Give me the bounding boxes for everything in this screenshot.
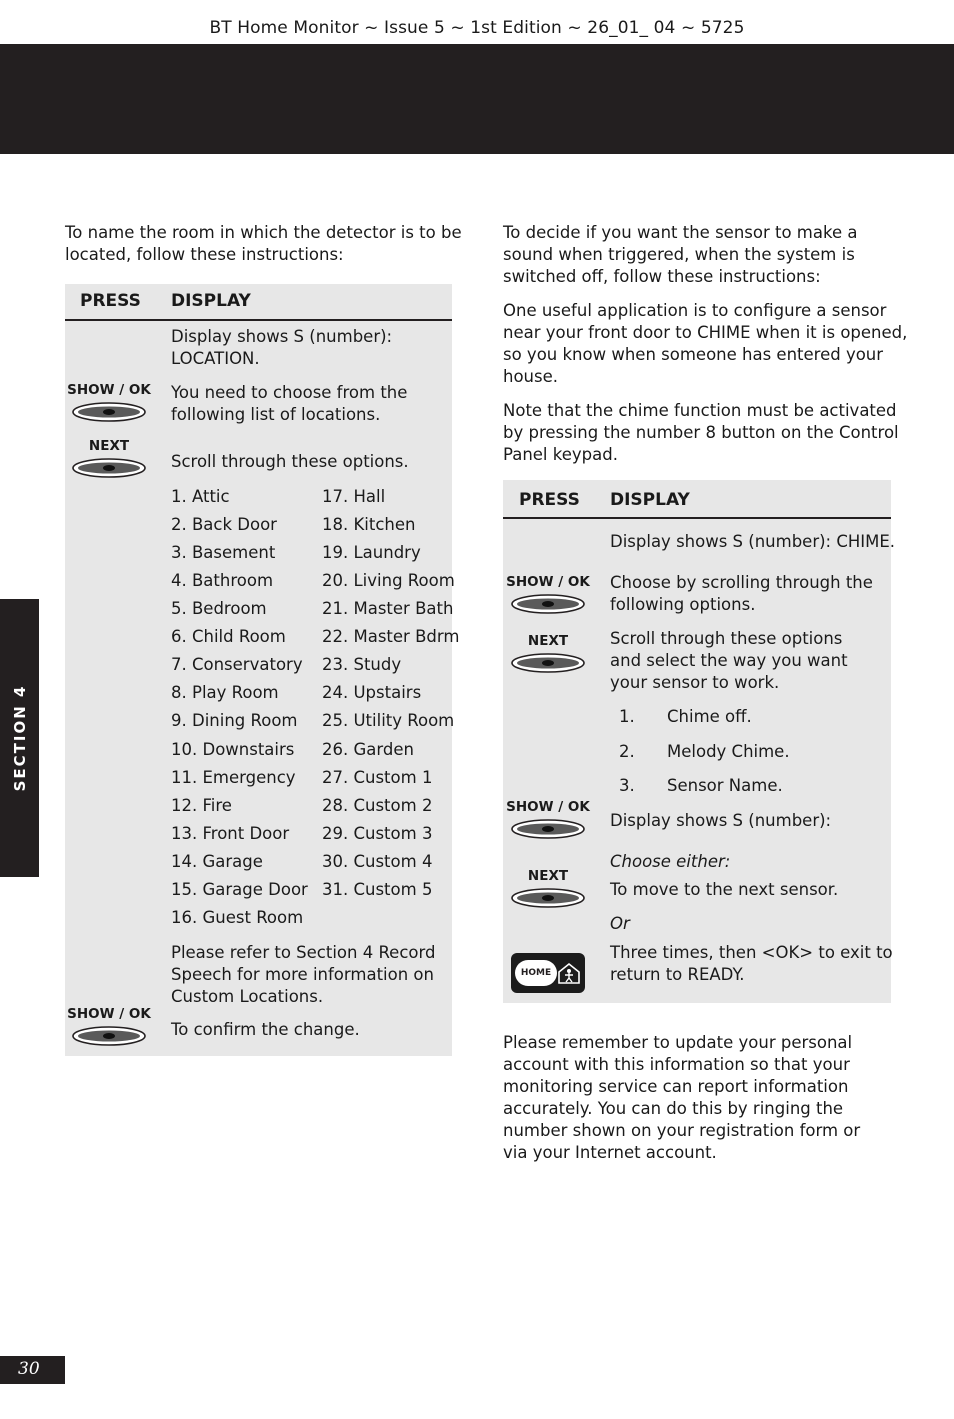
list-item: 20. Living Room (322, 571, 455, 590)
list-item: 26. Garden (322, 739, 414, 759)
left-intro (65, 222, 462, 266)
paragraph-line: accurately. You can do this by ringing the (503, 1099, 844, 1118)
list-item: 5. Bedroom (171, 599, 267, 618)
house-person-icon (557, 961, 581, 985)
right-row3-display (610, 628, 848, 694)
option-text: Chime off. (667, 707, 752, 726)
section-tab (0, 599, 39, 877)
list-item: 15. Garage Door (171, 879, 308, 899)
choose-either: Choose either: (610, 852, 731, 871)
list-item: 7. Conservatory (171, 655, 303, 674)
list-item: 2. Back Door (171, 515, 277, 534)
show-ok-label: SHOW / OK (67, 1006, 151, 1022)
right-header-rule (503, 517, 891, 519)
show-ok-label: SHOW / OK (506, 799, 590, 815)
display-line: following options. (610, 595, 756, 614)
left-intro-line: To name the room in which the detector is to be (65, 223, 462, 242)
left-col-display-header: DISPLAY (171, 291, 251, 311)
paragraph-line: via your Internet account. (503, 1143, 717, 1162)
left-row1-display (171, 326, 392, 370)
display-line: Please refer to Section 4 Record (171, 943, 436, 962)
right-col-display-header: DISPLAY (610, 490, 690, 510)
right-paragraph-2 (503, 300, 907, 388)
show-ok-button[interactable] (72, 402, 146, 422)
list-item: 10. Downstairs (171, 739, 295, 759)
display-line: LOCATION. (171, 349, 260, 368)
display-line: Scroll through these options (610, 629, 843, 648)
left-col-press-header: PRESS (80, 291, 141, 311)
right-paragraph-3 (503, 400, 899, 466)
display-line: following list of locations. (171, 405, 381, 424)
paragraph-line: number shown on your registration form or (503, 1121, 861, 1140)
display-line: Custom Locations. (171, 987, 324, 1006)
page-number: 30 (18, 1359, 40, 1379)
option-number: 2. (619, 742, 635, 761)
option-number: 1. (619, 707, 635, 726)
show-ok-button[interactable] (511, 819, 585, 839)
list-item: 31. Custom 5 (322, 879, 433, 899)
header-band (0, 44, 954, 154)
list-item: 29. Custom 3 (322, 823, 433, 843)
section-tab-label: SECTION 4 (10, 684, 29, 792)
display-line: Choose by scrolling through the (610, 573, 873, 592)
paragraph-line: account with this information so that your (503, 1055, 850, 1074)
option-text: Sensor Name. (667, 776, 783, 795)
right-row1-display: Display shows S (number): CHIME. (610, 532, 896, 551)
right-footer-paragraph (503, 1032, 860, 1164)
list-item: 21. Master Bath (322, 599, 454, 618)
paragraph-line: so you know when someone has entered your (503, 345, 884, 364)
list-item: 9. Dining Room (171, 711, 298, 730)
list-item: 14. Garage (171, 851, 263, 871)
paragraph-line: Note that the chime function must be activated (503, 401, 897, 420)
list-item: 12. Fire (171, 795, 232, 815)
display-line: Speech for more information on (171, 965, 434, 984)
display-line: You need to choose from the (171, 383, 408, 402)
paragraph-line: Panel keypad. (503, 445, 618, 464)
right-row2-display (610, 572, 873, 616)
show-ok-label: SHOW / OK (67, 382, 151, 398)
show-ok-button[interactable] (72, 1026, 146, 1046)
list-item: 30. Custom 4 (322, 851, 433, 871)
list-item: 25. Utility Room (322, 711, 455, 730)
display-line: and select the way you want (610, 651, 848, 670)
next-label: NEXT (527, 633, 569, 649)
home-button[interactable] (511, 953, 585, 993)
left-row4-display: To confirm the change. (171, 1020, 360, 1039)
left-intro-line: located, follow these instructions: (65, 245, 344, 264)
display-line: your sensor to work. (610, 673, 780, 692)
list-item: 13. Front Door (171, 823, 290, 843)
option-number: 3. (619, 776, 635, 795)
paragraph-line: monitoring service can report information (503, 1077, 849, 1096)
paragraph-line: Please remember to update your personal (503, 1033, 853, 1052)
list-item: 3. Basement (171, 543, 276, 562)
list-item: 19. Laundry (322, 543, 421, 562)
next-label: NEXT (88, 438, 130, 454)
display-line: Three times, then <OK> to exit to (610, 943, 893, 962)
paragraph-line: near your front door to CHIME when it is opened, (503, 323, 908, 342)
option-text: Melody Chime. (667, 742, 790, 761)
left-header-rule (65, 319, 452, 321)
list-item: 1. Attic (171, 487, 230, 506)
paragraph-line: house. (503, 367, 559, 386)
right-row6-display (610, 942, 893, 986)
right-row4-display: Display shows S (number): (610, 811, 832, 830)
display-line: Display shows S (number): (171, 327, 393, 346)
next-label: NEXT (527, 868, 569, 884)
location-list-col2 (322, 486, 459, 907)
list-item: 27. Custom 1 (322, 767, 433, 787)
paragraph-line: by pressing the number 8 button on the Control (503, 423, 899, 442)
list-item: 16. Guest Room (171, 907, 304, 927)
paragraph-line: One useful application is to configure a sensor (503, 301, 887, 320)
list-item: 24. Upstairs (322, 683, 422, 702)
or-label: Or (610, 914, 630, 933)
list-item: 23. Study (322, 655, 402, 674)
next-button[interactable] (72, 458, 146, 478)
list-item: 28. Custom 2 (322, 795, 433, 815)
custom-locations-note (171, 942, 435, 1008)
page-number-box (0, 1356, 65, 1384)
next-button[interactable] (511, 888, 585, 908)
display-line: return to READY. (610, 965, 745, 984)
paragraph-line: switched off, follow these instructions: (503, 267, 821, 286)
paragraph-line: sound when triggered, when the system is (503, 245, 855, 264)
right-row5-display: To move to the next sensor. (610, 880, 839, 899)
list-item: 22. Master Bdrm (322, 627, 460, 646)
paragraph-line: To decide if you want the sensor to make a (503, 223, 858, 242)
show-ok-button[interactable] (511, 594, 585, 614)
next-button[interactable] (511, 653, 585, 673)
list-item: 18. Kitchen (322, 515, 416, 534)
left-row3-display: Scroll through these options. (171, 452, 409, 471)
location-list-col1 (171, 486, 308, 935)
list-item: 8. Play Room (171, 683, 279, 702)
list-item: 17. Hall (322, 487, 386, 506)
list-item: 4. Bathroom (171, 571, 274, 590)
left-row2-display (171, 382, 407, 426)
list-item: 6. Child Room (171, 627, 286, 646)
right-col-press-header: PRESS (519, 490, 580, 510)
page-header-title: BT Home Monitor ~ Issue 5 ~ 1st Edition ~ 26_01_ 04 ~ 5725 (209, 18, 745, 38)
list-item: 11. Emergency (171, 767, 296, 787)
right-paragraph-1 (503, 222, 857, 288)
home-button-label: HOME (515, 960, 557, 986)
show-ok-label: SHOW / OK (506, 574, 590, 590)
